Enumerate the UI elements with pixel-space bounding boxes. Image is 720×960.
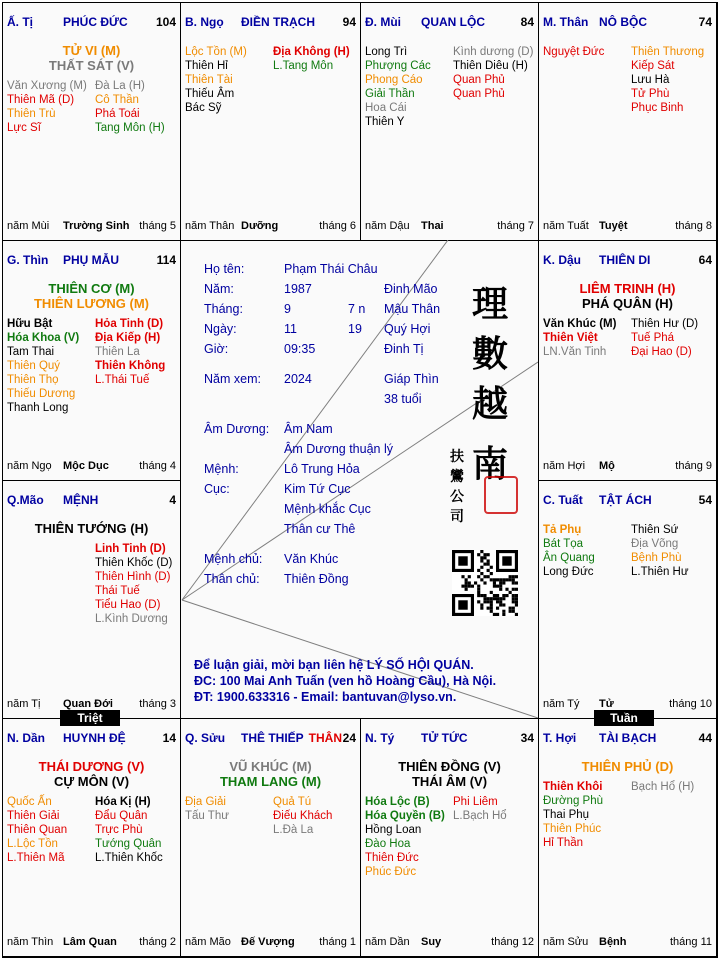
life-stage: Mộ — [599, 460, 615, 472]
palace-name: QUAN LỘC — [421, 15, 485, 29]
palace-name: ĐIỀN TRẠCH — [241, 15, 315, 29]
value-ngay-al: 19 — [348, 322, 362, 336]
minor-star: Văn Xương (M) — [7, 80, 87, 92]
palace-cell-ngo[interactable] — [180, 2, 361, 241]
minor-star: Hỉ Thần — [543, 837, 584, 849]
month-label: tháng 12 — [491, 936, 534, 948]
palace-name: TẬT ÁCH — [599, 493, 652, 507]
calligraphy-small-3: 公 — [450, 489, 464, 505]
minor-star: Kiếp Sát — [631, 60, 675, 72]
minor-star: LN.Văn Tinh — [543, 346, 607, 358]
minor-star: Địa Giải — [185, 796, 226, 808]
branch-label: Ấ. Tị — [7, 15, 33, 29]
minor-star: Kình dương (D) — [453, 46, 534, 58]
value-menh: Lô Trung Hỏa — [284, 462, 360, 476]
age-number: 64 — [698, 253, 712, 267]
minor-star: Thiên Khôi — [543, 781, 603, 793]
palace-cell-thin[interactable] — [2, 240, 181, 481]
minor-star: Bệnh Phù — [631, 552, 682, 564]
minor-star: Quan Phủ — [453, 88, 505, 100]
palace-cell-tuat[interactable] — [538, 480, 717, 719]
minor-star: Thiên Hỉ — [185, 60, 228, 72]
minor-star: Hóa Khoa (V) — [7, 332, 80, 344]
minor-star: L.Tang Môn — [273, 60, 334, 72]
branch-label: C. Tuất — [543, 493, 583, 507]
branch-label: Đ. Mùi — [365, 15, 401, 29]
minor-star: L.Thái Tuế — [95, 374, 150, 386]
month-label: tháng 5 — [139, 220, 176, 232]
year-label: năm Sửu — [543, 936, 589, 948]
age-number: 24 — [342, 731, 356, 745]
age-number: 44 — [698, 731, 712, 745]
contact-line-1: Để luận giải, mời bạn liên hệ LÝ SỐ HỘI QUÁN. — [194, 658, 474, 672]
minor-star: Quả Tú — [273, 796, 312, 808]
minor-star: Đào Hoa — [365, 838, 411, 850]
minor-star: Hóa Lộc (B) — [365, 796, 430, 808]
branch-label: Q. Sửu — [185, 731, 226, 745]
palace-name: THÊ THIẾP — [241, 731, 304, 745]
minor-star: L.Thiên Hư — [631, 566, 689, 578]
minor-star: Tướng Quân — [95, 838, 162, 850]
minor-star: Hồng Loan — [365, 824, 422, 836]
left-star-list — [365, 45, 431, 129]
minor-star: Phong Cáo — [365, 74, 423, 86]
left-star-list — [543, 317, 616, 359]
month-label: tháng 7 — [497, 220, 534, 232]
label-amduong: Âm Dương: — [204, 422, 270, 436]
palace-cell-dau[interactable] — [538, 240, 717, 481]
main-star: PHÁ QUÂN (H) — [582, 296, 673, 311]
calligraphy-small-1: 扶 — [450, 449, 464, 465]
minor-star: Phúc Đức — [365, 866, 417, 878]
minor-star: Đại Hao (D) — [631, 346, 692, 358]
minor-star: Thiên Sứ — [631, 524, 679, 536]
right-star-list — [95, 79, 165, 135]
minor-star: Hoa Cái — [365, 102, 407, 114]
minor-star: Bác Sỹ — [185, 102, 222, 114]
minor-star: Thiên Việt — [543, 332, 598, 344]
right-star-list — [453, 795, 507, 823]
red-seal-stamp — [484, 476, 518, 514]
label-thang: Tháng: — [204, 302, 243, 316]
main-star: TỬ VI (M) — [62, 43, 121, 58]
minor-star: Ân Quang — [543, 552, 595, 564]
life-stage: Tử — [599, 698, 614, 710]
minor-star: Lộc Tồn (M) — [185, 46, 247, 58]
value-tuoi: 38 tuổi — [384, 392, 422, 406]
value-cuc: Kim Tứ Cục — [284, 482, 351, 496]
minor-star: Thiên La — [95, 346, 140, 358]
minor-star: Phục Binh — [631, 102, 684, 114]
minor-star: Tang Môn (H) — [95, 122, 165, 134]
minor-star: Cô Thần — [95, 94, 139, 106]
main-star: THÁI ÂM (V) — [411, 774, 488, 789]
calligraphy-char-3: 越 — [472, 383, 509, 425]
minor-star: Tả Phụ — [543, 524, 582, 536]
age-number: 94 — [342, 15, 356, 29]
month-label: tháng 1 — [319, 936, 356, 948]
year-label: năm Mão — [185, 936, 231, 948]
minor-star: Trực Phù — [95, 824, 143, 836]
age-number: 4 — [169, 493, 176, 507]
palace-name: NÔ BỘC — [599, 15, 647, 29]
minor-star: Nguyệt Đức — [543, 46, 605, 58]
palace-cell-ty[interactable] — [2, 2, 181, 241]
minor-star: Địa Võng — [631, 538, 679, 550]
minor-star: Địa Kiếp (H) — [95, 332, 161, 344]
life-stage: Lâm Quan — [63, 936, 117, 948]
minor-star: Thái Tuế — [95, 585, 140, 597]
label-namxem: Năm xem: — [204, 372, 261, 386]
month-label: tháng 4 — [139, 460, 176, 472]
minor-star: L.Thiên Mã — [7, 852, 65, 864]
year-label: năm Hợi — [543, 460, 586, 472]
minor-star: Thiên Đức — [365, 852, 419, 864]
minor-star: Thiên Quan — [7, 824, 68, 836]
main-star: CỰ MÔN (V) — [53, 774, 130, 789]
life-stage: Bệnh — [599, 936, 627, 948]
value-ngay-can: Quý Hợi — [384, 322, 431, 336]
year-label: năm Tị — [7, 698, 41, 710]
value-amduong: Âm Nam — [284, 422, 333, 436]
right-star-list — [95, 542, 172, 626]
tuan-tag: Tuần — [594, 710, 654, 726]
minor-star: Bạch Hổ (H) — [631, 781, 695, 793]
left-star-list — [543, 523, 595, 579]
branch-label: N. Tý — [365, 731, 395, 745]
minor-star: L.Bạch Hổ — [453, 810, 507, 822]
value-thang-al: 7 n — [348, 302, 366, 316]
palace-cell-than[interactable] — [538, 2, 717, 241]
minor-star: Điếu Khách — [273, 810, 333, 822]
age-number: 54 — [698, 493, 712, 507]
minor-star: Thiên Hư (D) — [631, 318, 699, 330]
month-label: tháng 9 — [675, 460, 712, 472]
branch-label: B. Ngọ — [185, 15, 224, 29]
label-hoten: Họ tên: — [204, 262, 245, 276]
palace-name: HUYNH ĐỆ — [63, 731, 126, 745]
right-star-list — [453, 45, 533, 101]
minor-star: Linh Tinh (D) — [95, 543, 166, 555]
left-star-list — [7, 795, 67, 865]
minor-star: Hóa Kị (H) — [95, 796, 151, 808]
contact-line-3: ĐT: 1900.633316 - Email: bantuvan@lyso.vn. — [194, 690, 457, 704]
value-thanchu: Thiên Đồng — [284, 572, 349, 586]
minor-star: Long Đức — [543, 566, 594, 578]
minor-star: Phá Toái — [95, 108, 140, 120]
left-star-list — [543, 45, 604, 59]
minor-star: Thiếu Âm — [185, 88, 235, 100]
center-info-panel — [180, 240, 538, 718]
minor-star: Đà La (H) — [95, 80, 145, 92]
minor-star: Phi Liêm — [453, 796, 498, 808]
minor-star: Thiên Khốc (D) — [95, 557, 173, 569]
month-label: tháng 6 — [319, 220, 356, 232]
year-label: năm Tý — [543, 698, 580, 710]
minor-star: Tam Thai — [7, 346, 55, 358]
main-star: LIÊM TRINH (H) — [579, 281, 676, 296]
branch-label: M. Thân — [543, 15, 589, 29]
minor-star: Thiên Thương — [631, 46, 705, 58]
minor-star: Đường Phù — [543, 795, 603, 807]
value-namxem: 2024 — [284, 372, 312, 386]
left-star-list — [7, 79, 87, 135]
calligraphy-char-2: 數 — [472, 333, 509, 375]
value-gio-can: Đinh Tị — [384, 342, 424, 356]
year-label: năm Tuất — [543, 220, 589, 232]
label-thanchu: Thân chủ: — [204, 572, 260, 586]
minor-star: L.Kình Dương — [95, 613, 168, 625]
palace-name: MỆNH — [63, 493, 99, 507]
palace-cell-dan[interactable] — [2, 718, 181, 957]
palace-name: PHỤ MẪU — [63, 253, 119, 267]
calligraphy-char-4: 南 — [472, 443, 509, 485]
minor-star: Địa Không (H) — [273, 46, 350, 58]
palace-cell-ty2[interactable] — [360, 718, 539, 957]
palace-cell-mao[interactable] — [2, 480, 181, 719]
value-hoten: Phạm Thái Châu — [284, 262, 378, 276]
calligraphy-small-2: 鸞 — [450, 469, 464, 485]
year-label: năm Dần — [365, 936, 410, 948]
minor-star: Thiên Không — [95, 360, 166, 372]
value-nam: 1987 — [284, 282, 312, 296]
life-stage: Suy — [421, 936, 442, 948]
branch-label: T. Hợi — [543, 731, 577, 745]
right-star-list — [95, 317, 165, 387]
minor-star: Long Trì — [365, 46, 408, 58]
branch-label: G. Thìn — [7, 253, 49, 267]
month-label: tháng 8 — [675, 220, 712, 232]
contact-line-2: ĐC: 100 Mai Anh Tuấn (ven hồ Hoàng Cầu), Hà Nội. — [194, 674, 497, 688]
minor-star: Hỏa Tinh (D) — [95, 318, 164, 330]
right-star-list — [95, 795, 163, 865]
age-number: 74 — [698, 15, 712, 29]
minor-star: Thiên Giải — [7, 810, 60, 822]
label-gio: Giờ: — [204, 342, 229, 356]
palace-name: PHÚC ĐỨC — [63, 15, 128, 29]
main-star: THIÊN TƯỚNG (H) — [34, 521, 149, 536]
value-gio: 09:35 — [284, 342, 316, 356]
main-star: THIÊN CƠ (M) — [48, 281, 135, 296]
age-number: 104 — [155, 15, 176, 29]
palace-name: TÀI BẠCH — [599, 731, 657, 745]
life-stage: Trường Sinh — [63, 220, 130, 232]
right-star-list — [631, 523, 689, 579]
life-stage: Thai — [421, 220, 444, 232]
minor-star: Bát Tọa — [543, 538, 584, 550]
minor-star: Thiên Quý — [7, 360, 61, 372]
label-menh: Mệnh: — [204, 462, 239, 476]
age-number: 14 — [162, 731, 176, 745]
month-label: tháng 11 — [669, 936, 712, 948]
main-star: THÁI DƯƠNG (V) — [38, 759, 145, 774]
year-label: năm Ngọ — [7, 460, 52, 472]
calligraphy-char-1: 理 — [472, 283, 509, 325]
minor-star: Hữu Bật — [7, 318, 53, 330]
main-star: THIÊN ĐỒNG (V) — [398, 759, 501, 774]
life-stage: Quan Đới — [63, 698, 113, 710]
minor-star: Lực Sĩ — [7, 122, 41, 134]
palace-cell-mui[interactable] — [360, 2, 539, 241]
palace-name: TỬ TỨC — [421, 731, 468, 745]
year-label: năm Mùi — [7, 220, 50, 232]
minor-star: Văn Khúc (M) — [543, 318, 617, 330]
than-marker: THÂN — [308, 731, 342, 745]
life-stage: Tuyệt — [599, 220, 628, 232]
age-number: 114 — [156, 253, 176, 267]
triet-tag: Triệt — [60, 710, 120, 726]
right-star-list — [631, 780, 694, 794]
minor-star: Thiếu Dương — [7, 388, 76, 400]
right-star-list — [273, 45, 350, 73]
year-label: năm Dậu — [365, 220, 410, 232]
minor-star: Tiểu Hao (D) — [95, 599, 161, 611]
right-star-list — [631, 317, 698, 359]
main-star: THAM LANG (M) — [219, 774, 322, 789]
main-star: THIÊN LƯƠNG (M) — [33, 296, 150, 311]
label-nam: Năm: — [204, 282, 234, 296]
label-cuc: Cục: — [204, 482, 230, 496]
palace-cell-hoi[interactable] — [538, 718, 717, 957]
value-namxem-can: Giáp Thìn — [384, 372, 439, 386]
left-star-list — [543, 780, 603, 850]
age-number: 34 — [520, 731, 534, 745]
age-number: 84 — [520, 15, 534, 29]
minor-star: Thiên Trù — [7, 108, 56, 120]
minor-star: Hóa Quyền (B) — [365, 810, 445, 822]
main-star: THẤT SÁT (V) — [48, 58, 135, 73]
minor-star: Lưu Hà — [631, 74, 670, 86]
main-star: VŨ KHÚC (M) — [229, 759, 312, 774]
value-ngay: 11 — [284, 322, 297, 336]
minor-star: Giải Thần — [365, 88, 415, 100]
minor-star: Phượng Các — [365, 60, 431, 72]
month-label: tháng 10 — [669, 698, 712, 710]
minor-star: Quốc Ấn — [7, 796, 52, 808]
minor-star: Tử Phù — [631, 88, 670, 100]
minor-star: L.Đà La — [273, 824, 314, 836]
qr-code[interactable] — [452, 550, 518, 616]
label-menhchu: Mệnh chủ: — [204, 552, 263, 566]
minor-star: Tấu Thư — [185, 810, 229, 822]
value-nam-can: Đinh Mão — [384, 282, 438, 296]
left-star-list — [185, 45, 247, 115]
branch-label: Q.Mão — [7, 493, 44, 507]
minor-star: Thiên Phúc — [543, 823, 602, 835]
right-star-list — [631, 45, 704, 115]
branch-label: N. Dần — [7, 731, 46, 745]
value-cuc2: Mệnh khắc Cục — [284, 502, 371, 516]
minor-star: Thiên Hình (D) — [95, 571, 171, 583]
minor-star: Thanh Long — [7, 402, 69, 414]
value-cuc3: Thân cư Thê — [284, 522, 356, 536]
left-star-list — [7, 317, 79, 415]
life-stage: Dưỡng — [241, 220, 279, 232]
year-label: năm Thân — [185, 220, 235, 232]
value-menhchu: Văn Khúc — [284, 552, 339, 566]
minor-star: Thiên Mã (D) — [7, 94, 75, 106]
minor-star: Thiên Thọ — [7, 374, 59, 386]
month-label: tháng 3 — [139, 698, 176, 710]
month-label: tháng 2 — [139, 936, 176, 948]
value-thang: 9 — [284, 302, 291, 316]
minor-star: Thai Phụ — [543, 809, 590, 821]
year-label: năm Thìn — [7, 936, 54, 948]
calligraphy-small-4: 司 — [450, 509, 464, 525]
palace-name: THIÊN DI — [599, 253, 651, 267]
left-star-list — [185, 795, 229, 823]
left-star-list — [365, 795, 445, 879]
minor-star: L.Thiên Khốc — [95, 852, 163, 864]
label-ngay: Ngày: — [204, 322, 237, 336]
value-amduong2: Âm Dương thuận lý — [284, 442, 393, 456]
value-thang-can: Mậu Thân — [384, 302, 441, 316]
minor-star: Thiên Tài — [185, 74, 233, 86]
life-stage: Đế Vượng — [241, 936, 295, 948]
palace-cell-suu[interactable] — [180, 718, 361, 957]
minor-star: Đẩu Quân — [95, 810, 148, 822]
minor-star: Thiên Y — [365, 116, 405, 128]
minor-star: Thiên Diêu (H) — [453, 60, 528, 72]
minor-star: L.Lộc Tồn — [7, 838, 58, 850]
main-star: THIÊN PHỦ (D) — [581, 759, 674, 774]
right-star-list — [273, 795, 332, 837]
minor-star: Tuế Phá — [631, 332, 675, 344]
minor-star: Quan Phủ — [453, 74, 505, 86]
life-stage: Mộc Dục — [63, 460, 109, 472]
branch-label: K. Dậu — [543, 253, 582, 267]
